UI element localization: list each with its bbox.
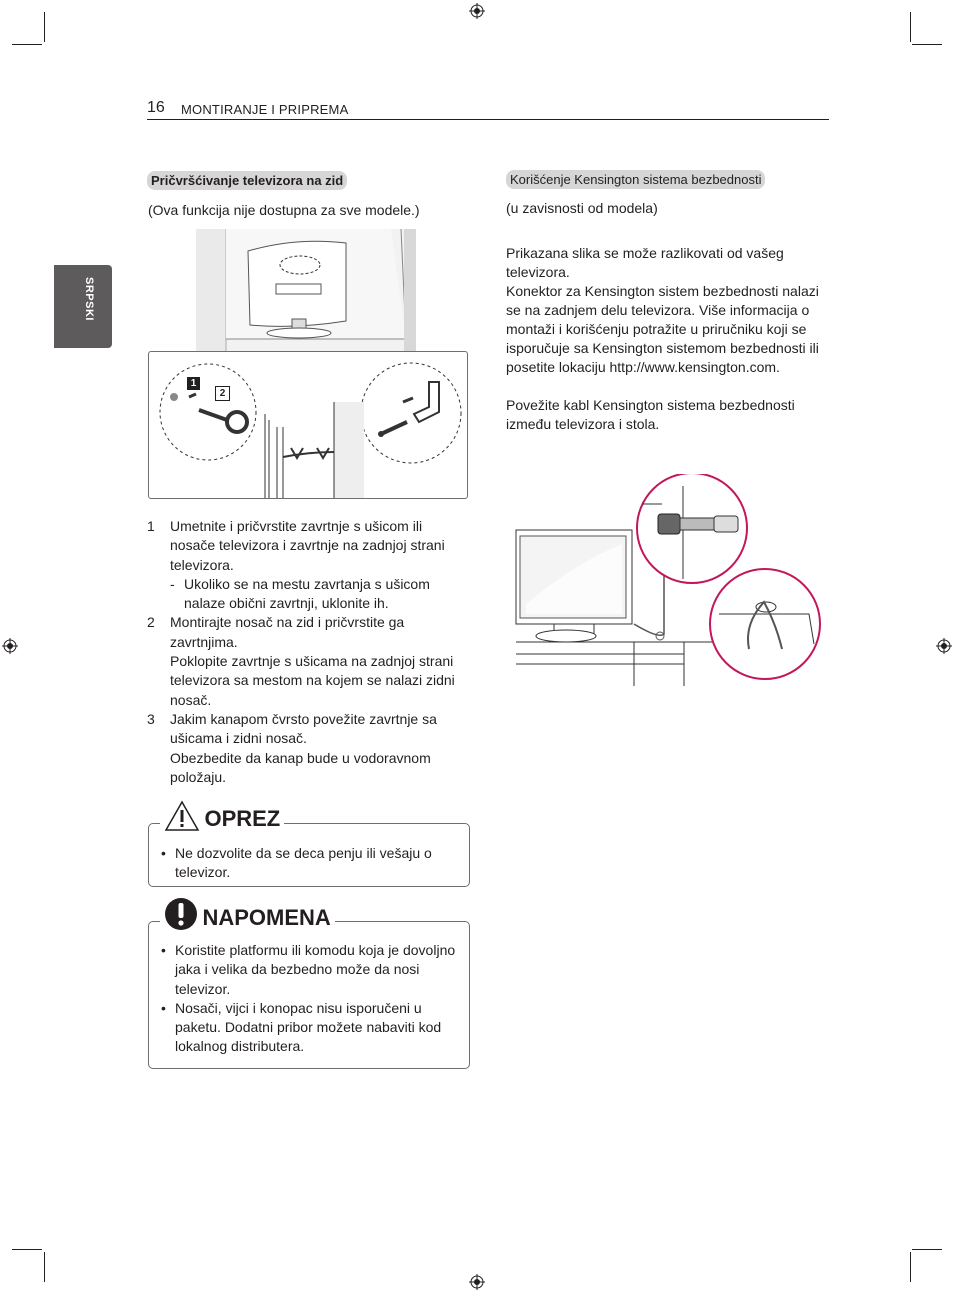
- wall-mount-heading: Pričvršćivanje televizora na zid: [147, 171, 347, 190]
- crop-mark: [912, 1249, 942, 1250]
- language-tab-label: SRPSKI: [83, 277, 95, 321]
- step-subitem: Ukoliko se na mestu zavrtanja s ušicom nalaze obični zavrtnji, uklonite ih.: [184, 575, 430, 612]
- list-item: • Ne dozvolite da se deca penju ili vešaju o televizor.: [161, 845, 432, 881]
- kensington-illustration: [514, 474, 822, 686]
- warning-triangle-icon: [164, 800, 200, 832]
- language-tab: [54, 265, 112, 348]
- kensington-note: (u zavisnosti od modela): [506, 200, 658, 216]
- registration-mark-icon: [936, 638, 952, 654]
- caution-list: [161, 844, 461, 883]
- crop-mark: [44, 1252, 45, 1282]
- crop-mark: [912, 44, 942, 45]
- caution-title: OPREZ: [204, 806, 281, 831]
- crop-mark: [910, 12, 911, 42]
- wall-mount-note: (Ova funkcija nije dostupna za sve modele.): [148, 202, 420, 218]
- kensington-paragraph: Prikazana slika se može razlikovati od vašeg televizora. Konektor za Kensington sistem bezbednosti nalazi se na zadnjem delu televizora. Više informacija o montaži i korišćenju potražite u priručniku koji se isporučuje sa Kensington sistemom bezbednosti ili posetite lokaciju http://www.kensington.com.: [506, 245, 819, 375]
- tv-wall-illustration: [196, 229, 416, 352]
- crop-mark: [44, 12, 45, 42]
- step-number: 2: [147, 614, 155, 631]
- page-number: 16: [147, 99, 165, 116]
- kensington-heading: Korišćenje Kensington sistema bezbednosti: [506, 170, 765, 189]
- registration-mark-icon: [469, 3, 485, 19]
- step-text: Montirajte nosač na zid i pričvrstite ga zavrtnjima.: [170, 614, 405, 650]
- steps-list: [147, 517, 469, 787]
- step-extra: Poklopite zavrtnje s ušicama na zadnjoj strani televizora sa mestom na kojem se nalazi zidni nosač.: [170, 653, 455, 708]
- step-text: Jakim kanapom čvrsto povežite zavrtnje sa ušicama i zidni nosač.: [170, 710, 437, 747]
- registration-mark-icon: [469, 1274, 485, 1290]
- crop-mark: [910, 1252, 911, 1282]
- header-rule: [147, 119, 829, 120]
- notice-list: [161, 941, 461, 1057]
- list-item: [147, 613, 469, 709]
- notice-title: NAPOMENA: [202, 905, 331, 930]
- caution-header: [160, 800, 284, 832]
- list-item: 1 Umetnite i pričvrstite zavrtnje s ušicom ili nosače televizora i zavrtnje na zadnjoj strani televizora. - Ukoliko se na mestu zavrtanja s ušicom nalaze obični zavrtnji, uklonite ih.: [147, 517, 469, 613]
- step-badge-2: 2: [215, 386, 230, 401]
- crop-mark: [12, 44, 42, 45]
- step-number: 3: [147, 710, 155, 727]
- step-badge-1: 1: [187, 377, 200, 390]
- crop-mark: [12, 1249, 42, 1250]
- exclamation-circle-icon: [164, 897, 198, 931]
- list-item: • Koristite platformu ili komodu koja je dovoljno jaka i velika da bezbedno može da nosi televizor.: [161, 942, 456, 997]
- bracket-illustration: [149, 352, 467, 498]
- registration-mark-icon: [2, 638, 18, 654]
- step-text: Umetnite i pričvrstite zavrtnje s ušicom ili nosače televizora i zavrtnje na zadnjoj strani televizora.: [170, 518, 445, 573]
- list-item: • Nosači, vijci i konopac nisu isporučeni u paketu. Dodatni pribor možete nabaviti kod lokalnog distributera.: [161, 999, 442, 1055]
- step-number: 1: [147, 518, 155, 534]
- step-extra: Obezbedite da kanap bude u vodoravnom položaju.: [170, 749, 431, 785]
- notice-header: [160, 897, 335, 931]
- kensington-connect-text: Povežite kabl Kensington sistema bezbednosti između televizora i stola.: [506, 397, 795, 432]
- section-title: MONTIRANJE I PRIPREMA: [181, 102, 349, 117]
- wall-bracket-figure: [148, 351, 468, 499]
- list-item: [147, 710, 469, 787]
